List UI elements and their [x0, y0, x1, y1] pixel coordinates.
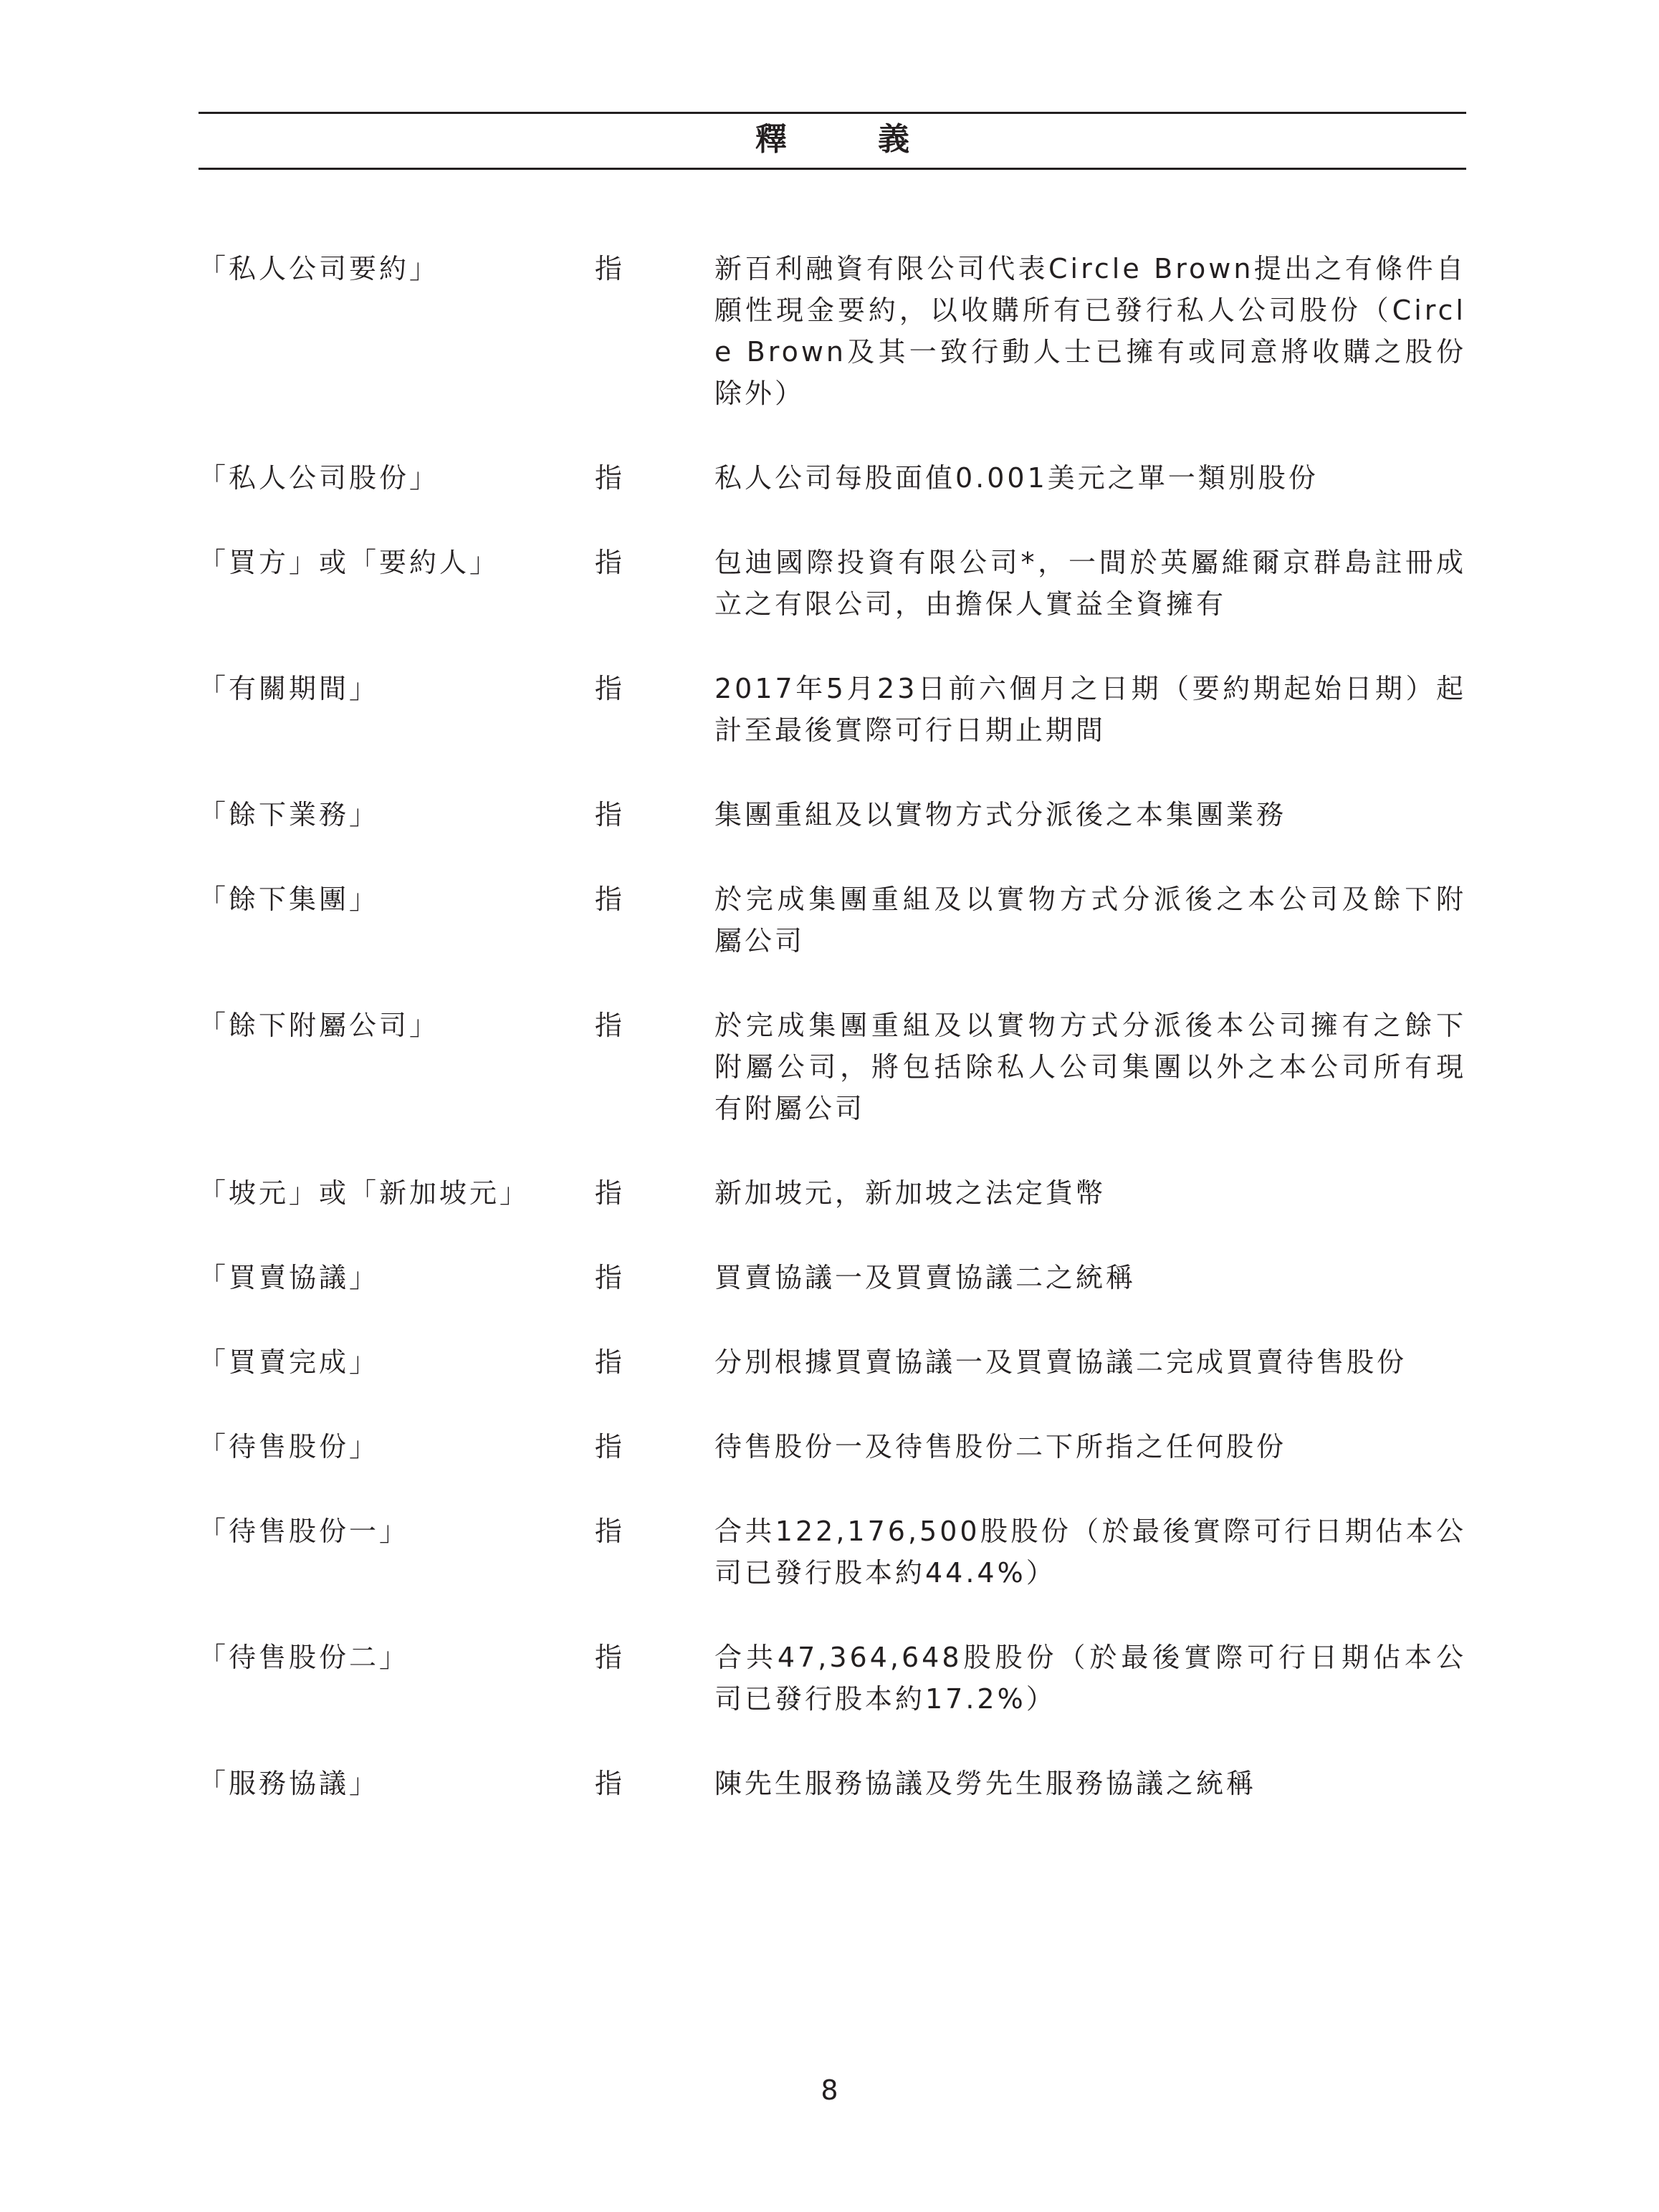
- means-label: 指: [595, 1010, 623, 1041]
- header-bottom-rule: [199, 168, 1466, 170]
- header-top-rule: [199, 112, 1466, 114]
- defined-term: 「買賣完成」: [199, 1346, 380, 1378]
- defined-term: 「待售股份二」: [199, 1642, 410, 1673]
- definition-text: 於完成集團重組及以實物方式分派後之本公司及餘下附屬公司: [714, 884, 1466, 957]
- definition-text: 待售股份一及待售股份二下所指之任何股份: [714, 1431, 1287, 1462]
- defined-term: 「服務協議」: [199, 1768, 380, 1799]
- defined-term: 「待售股份」: [199, 1431, 380, 1462]
- defined-term: 「有關期間」: [199, 673, 380, 704]
- means-label: 指: [595, 253, 623, 284]
- definition-text: 私人公司每股面值0.001美元之單一類別股份: [714, 462, 1319, 494]
- definition-text: 於完成集團重組及以實物方式分派後本公司擁有之餘下附屬公司，將包括除私人公司集團以外之本公司所有現有附屬公司: [714, 1010, 1466, 1124]
- defined-term: 「餘下業務」: [199, 799, 380, 830]
- definition-text: 新百利融資有限公司代表Circle Brown提出之有條件自願性現金要約，以收購所有已發行私人公司股份（Circle Brown及其一致行動人士已擁有或同意將收購之股份除外）: [714, 253, 1466, 409]
- definition-text: 集團重組及以實物方式分派後之本集團業務: [714, 799, 1287, 830]
- means-label: 指: [595, 1431, 623, 1462]
- means-label: 指: [595, 547, 623, 578]
- means-label: 指: [595, 799, 623, 830]
- definition-text: 合共47,364,648股股份（於最後實際可行日期佔本公司已發行股本約17.2%）: [714, 1642, 1466, 1715]
- definition-text: 買賣協議一及買賣協議二之統稱: [714, 1262, 1137, 1293]
- means-label: 指: [595, 1346, 623, 1378]
- means-label: 指: [595, 1642, 623, 1673]
- definition-text: 陳先生服務協議及勞先生服務協議之統稱: [714, 1768, 1257, 1799]
- means-label: 指: [595, 1768, 623, 1799]
- defined-term: 「私人公司要約」: [199, 253, 440, 284]
- defined-term: 「待售股份一」: [199, 1516, 410, 1547]
- defined-term: 「餘下集團」: [199, 884, 380, 915]
- definition-text: 2017年5月23日前六個月之日期（要約期起始日期）起計至最後實際可行日期止期間: [714, 673, 1466, 746]
- defined-term: 「私人公司股份」: [199, 462, 440, 494]
- definition-text: 合共122,176,500股股份（於最後實際可行日期佔本公司已發行股本約44.4%）: [714, 1516, 1466, 1589]
- definition-text: 分別根據買賣協議一及買賣協議二完成買賣待售股份: [714, 1346, 1407, 1378]
- defined-term: 「餘下附屬公司」: [199, 1010, 440, 1041]
- means-label: 指: [595, 1516, 623, 1547]
- definition-text: 包迪國際投資有限公司*，一間於英屬維爾京群島註冊成立之有限公司，由擔保人實益全資擁有: [714, 547, 1466, 620]
- means-label: 指: [595, 1177, 623, 1209]
- means-label: 指: [595, 884, 623, 915]
- means-label: 指: [595, 1262, 623, 1293]
- page-title: 釋 義: [755, 121, 950, 158]
- defined-term: 「買方」或「要約人」: [199, 547, 500, 578]
- means-label: 指: [595, 462, 623, 494]
- means-label: 指: [595, 673, 623, 704]
- defined-term: 「買賣協議」: [199, 1262, 380, 1293]
- definition-text: 新加坡元，新加坡之法定貨幣: [714, 1177, 1106, 1209]
- page-number: 8: [821, 2074, 838, 2106]
- defined-term: 「坡元」或「新加坡元」: [199, 1177, 530, 1209]
